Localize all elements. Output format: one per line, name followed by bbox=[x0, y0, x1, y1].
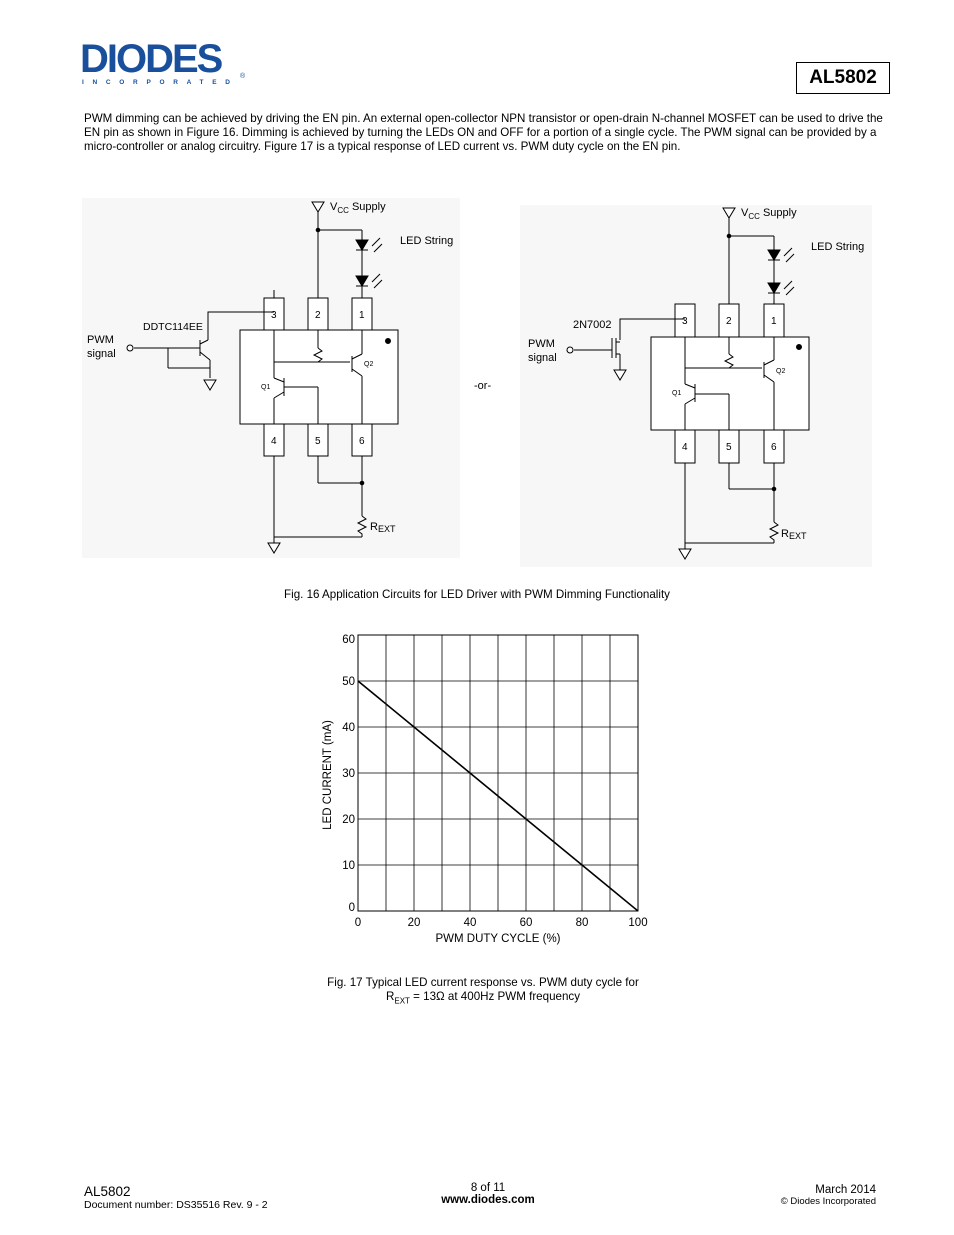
rext-label-right: REXT bbox=[781, 528, 807, 541]
pin-5-right: 5 bbox=[726, 442, 732, 453]
q2-label-right: Q2 bbox=[776, 368, 786, 375]
pin-2-right: 2 bbox=[726, 316, 732, 327]
fig17-caption-line2: $R_{EXT} = 13\Omega$ at 400Hz PWM frequency bbox=[385, 990, 581, 1006]
vcc-label-left: $V_{CC}$ Supply bbox=[330, 201, 386, 215]
footer-date: March 2014 bbox=[815, 1184, 876, 1196]
footer-part: AL5802 bbox=[84, 1184, 131, 1199]
y-tick-label: 20 bbox=[342, 814, 355, 826]
chart-grid bbox=[358, 635, 638, 911]
y-tick-label: 30 bbox=[342, 768, 355, 780]
x-tick-label: 0 bbox=[354, 917, 362, 929]
x-tick-label: 80 bbox=[575, 917, 589, 929]
vcc-label-right: $V_{CC}$ Supply bbox=[741, 207, 797, 221]
y-tick-label: 0 bbox=[348, 902, 355, 914]
transistor-label-right: 2N7002 bbox=[573, 319, 612, 331]
or-text: -or- bbox=[474, 380, 492, 392]
chart-ticks bbox=[342, 634, 647, 929]
signal-label-right: signal bbox=[528, 352, 557, 364]
led-string-label-right: LED String bbox=[811, 241, 865, 253]
y-axis-label: LED CURRENT (mA) bbox=[322, 720, 334, 830]
transistor-label-left: DDTC114EE bbox=[143, 321, 203, 333]
pin-2-left: 2 bbox=[315, 310, 321, 321]
pwm-label-left: PWM bbox=[87, 334, 114, 346]
pin-1-right: 1 bbox=[771, 316, 777, 327]
footer-doc-number: Document number: DS35516 Rev. 9 - 2 bbox=[84, 1199, 268, 1211]
x-tick-label: 40 bbox=[463, 917, 477, 929]
pin-4-left: 4 bbox=[271, 436, 277, 447]
pin-6-right: 6 bbox=[771, 442, 777, 453]
pin-3-right: 3 bbox=[682, 316, 688, 327]
rext-label-left: REXT bbox=[370, 521, 396, 534]
part-number-box: AL5802 bbox=[796, 62, 890, 94]
y-tick-label: 10 bbox=[342, 860, 355, 872]
footer-copyright: © Diodes Incorporated bbox=[780, 1196, 876, 1207]
logo-subtext: INCORPORATED bbox=[82, 79, 239, 86]
q2-label-left: Q2 bbox=[364, 361, 374, 368]
fig17-caption-line1: Fig. 17 Typical LED current response vs. PWM duty cycle for bbox=[327, 976, 639, 989]
fig17-caption bbox=[0, 976, 954, 1008]
footer-right bbox=[781, 1184, 876, 1207]
q1-label-right: Q1 bbox=[672, 390, 682, 397]
y-tick-label: 60 bbox=[342, 634, 355, 646]
logo-text: DIODES bbox=[80, 40, 222, 81]
q1-label-left: Q1 bbox=[261, 384, 271, 391]
pin-6-left: 6 bbox=[359, 436, 365, 447]
led-current-chart bbox=[300, 620, 660, 950]
pin-5-left: 5 bbox=[315, 436, 321, 447]
y-tick-label: 50 bbox=[342, 676, 355, 688]
led-string-label-left: LED String bbox=[400, 235, 454, 247]
pwm-label-right: PWM bbox=[528, 338, 555, 350]
pin-3-left: 3 bbox=[271, 310, 277, 321]
x-tick-label: 60 bbox=[519, 917, 533, 929]
x-tick-label: 100 bbox=[628, 917, 648, 929]
diodes-logo bbox=[80, 40, 250, 86]
footer-page: 8 of 11 bbox=[470, 1182, 506, 1194]
footer-website[interactable]: www.diodes.com bbox=[441, 1194, 535, 1206]
pin-4-right: 4 bbox=[682, 442, 688, 453]
intro-paragraph: PWM dimming can be achieved by driving the EN pin. An external open-collector NPN transistor or open-drain N-channel MOSFET can be used to drive the EN pin as shown in Figure 16. Dimming is achieved by turning the LEDs ON and OFF for a portion of a single cycle. The PWM signal can be provided by a micro-controller or analog circuitry. Figure 17 is a typical response of LED current vs. PWM duty cycle on the EN pin. bbox=[84, 112, 883, 154]
registered-icon: ® bbox=[240, 73, 246, 80]
signal-label-left: signal bbox=[87, 348, 116, 360]
x-axis-label: PWM DUTY CYCLE (%) bbox=[435, 933, 561, 945]
x-tick-label: 20 bbox=[407, 917, 421, 929]
fig16-caption: Fig. 16 Application Circuits for LED Driver with PWM Dimming Functionality bbox=[284, 588, 670, 601]
y-tick-label: 40 bbox=[342, 722, 355, 734]
application-circuits bbox=[0, 190, 954, 575]
pin-1-left: 1 bbox=[359, 310, 365, 321]
